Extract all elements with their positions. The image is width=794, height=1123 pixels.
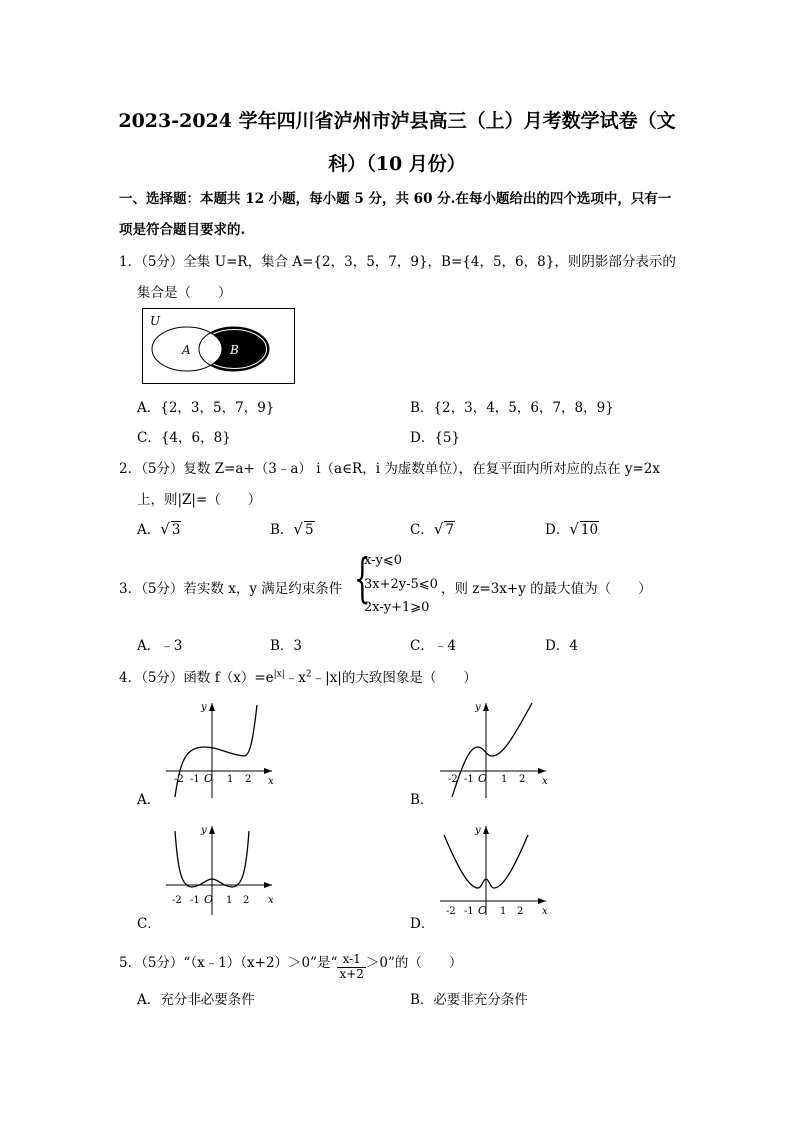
graph-a: [160, 700, 285, 800]
svg-text:-2: -2: [446, 906, 456, 917]
q4-exponent-1: |x|: [273, 669, 285, 680]
svg-text:x: x: [542, 906, 548, 917]
svg-text:O: O: [478, 904, 488, 917]
q2-option-c: [410, 518, 455, 538]
q2-option-b: [270, 518, 315, 538]
svg-text:-1: -1: [464, 906, 474, 917]
svg-text:y: y: [475, 825, 481, 836]
svg-text:2: 2: [517, 906, 524, 917]
q2-option-c-value: 7: [445, 522, 454, 538]
label-a: A: [182, 343, 191, 357]
q5-suffix: ＞0”的（ ）: [365, 954, 463, 971]
svg-text:-1: -1: [464, 774, 474, 785]
exam-title-line-2: 科）（10 月份）: [328, 153, 466, 175]
q2-option-d: [545, 518, 599, 538]
q5-prefix: 5．（5分）“（x﹣1）（x+2）＞0”是“: [119, 954, 338, 971]
q5-option-a: A．充分非必要条件: [137, 992, 255, 1008]
q2-option-a: [137, 518, 181, 538]
q4-suffix: ﹣|x|的大致图象是（ ）: [311, 670, 477, 686]
label-u: U: [150, 314, 161, 328]
q5-fraction-numerator: x-1: [337, 953, 365, 968]
q4-option-a-label: A．: [137, 792, 161, 808]
question-1-text: 1．（5分）全集 U=R，集合 A={2，3，5，7，9}，B={4，5，6，8}，则阴影部分表示的: [119, 254, 676, 270]
sqrt-sign: √: [293, 520, 303, 538]
svg-text:-2: -2: [174, 774, 184, 785]
q1-option-b: B．{2，3，4，5，6，7，8，9}: [410, 400, 614, 416]
svg-text:-2: -2: [448, 774, 458, 785]
question-5-text: [119, 949, 463, 981]
q2-option-a-value: 3: [171, 522, 181, 538]
svg-text:1: 1: [227, 774, 234, 785]
q2-option-a-label: A．: [137, 522, 161, 538]
q3-option-c: C．﹣4: [410, 638, 456, 654]
q4-option-b-label: B．: [410, 792, 434, 808]
q3-option-a: A．﹣3: [137, 638, 183, 654]
svg-text:-2: -2: [172, 895, 182, 906]
q1-option-a: A．{2，3，5，7，9}: [137, 400, 275, 416]
q5-fraction-denominator: x+2: [339, 966, 364, 981]
venn-diagram: [142, 308, 296, 385]
svg-text:1: 1: [500, 906, 507, 917]
svg-text:-1: -1: [190, 895, 200, 906]
q1-option-d: D．{5}: [410, 430, 461, 446]
constraint-1: x-y⩽0: [364, 553, 403, 568]
question-1-text-cont: 集合是（ ）: [137, 285, 232, 301]
svg-text:2: 2: [519, 774, 526, 785]
q2-option-d-label: D．: [545, 522, 570, 538]
q4-prefix: 4．（5分）函数 f（x）=e: [119, 670, 274, 686]
q5-option-b: B．必要非充分条件: [410, 992, 528, 1008]
svg-text:x: x: [542, 776, 548, 787]
q2-option-b-value: 5: [304, 522, 314, 538]
svg-text:O: O: [204, 772, 214, 785]
q2-option-d-value: 10: [580, 522, 599, 538]
svg-text:O: O: [204, 893, 214, 906]
section-header-line-1: 一、选择题：本题共 12 小题，每小题 5 分，共 60 分.在每小题给出的四个选项中，只有一: [119, 191, 672, 207]
svg-text:y: y: [475, 702, 481, 713]
sqrt-sign: √: [433, 520, 444, 538]
q3-option-d: D．4: [545, 638, 578, 654]
constraint-brace: {: [354, 549, 371, 609]
svg-text:y: y: [201, 825, 207, 836]
constraint-3: 2x-y+1⩾0: [364, 600, 430, 615]
sqrt-sign: √: [160, 520, 170, 538]
label-b: B: [230, 343, 239, 357]
section-header-line-2: 项是符合题目要求的.: [119, 222, 246, 238]
q5-fraction: [337, 953, 365, 982]
constraint-2: 3x+2y-5⩽0: [364, 577, 438, 592]
question-2-text-cont: 上，则|Z|=（ ）: [137, 492, 262, 508]
question-3-prefix: 3．（5分）若实数 x，y 满足约束条件: [119, 581, 343, 597]
svg-text:y: y: [201, 702, 207, 713]
svg-text:-1: -1: [190, 774, 200, 785]
q3-option-b: B．3: [270, 638, 303, 654]
q4-option-c-label: C．: [137, 916, 161, 932]
question-2-text: 2．（5分）复数 Z=a+（3﹣a） i（a∈R，i 为虚数单位），在复平面内所对应的点在 y=2x: [119, 461, 661, 477]
q4-option-d-label: D．: [410, 916, 435, 932]
q4-exponent-2: 2: [305, 669, 312, 680]
sqrt-sign: √: [569, 520, 579, 538]
graph-d: [434, 823, 559, 923]
svg-text:2: 2: [245, 774, 252, 785]
svg-text:2: 2: [243, 895, 250, 906]
q4-mid: ﹣x: [284, 670, 306, 686]
svg-text:x: x: [268, 776, 274, 787]
graph-b: [434, 700, 559, 800]
question-3-suffix: ，则 z=3x+y 的最大值为（ ）: [441, 581, 652, 597]
svg-text:x: x: [268, 895, 274, 906]
exam-title-line-1: 2023-2024 学年四川省泸州市泸县高三（上）月考数学试卷（文: [118, 110, 676, 132]
q1-option-c: C．{4，6，8}: [137, 430, 231, 446]
q2-option-c-label: C．: [410, 522, 434, 538]
svg-text:1: 1: [226, 895, 233, 906]
svg-text:1: 1: [501, 774, 508, 785]
q2-option-b-label: B．: [270, 522, 294, 538]
svg-text:O: O: [478, 772, 488, 785]
question-4-text: [119, 666, 477, 686]
graph-c: [160, 823, 285, 923]
